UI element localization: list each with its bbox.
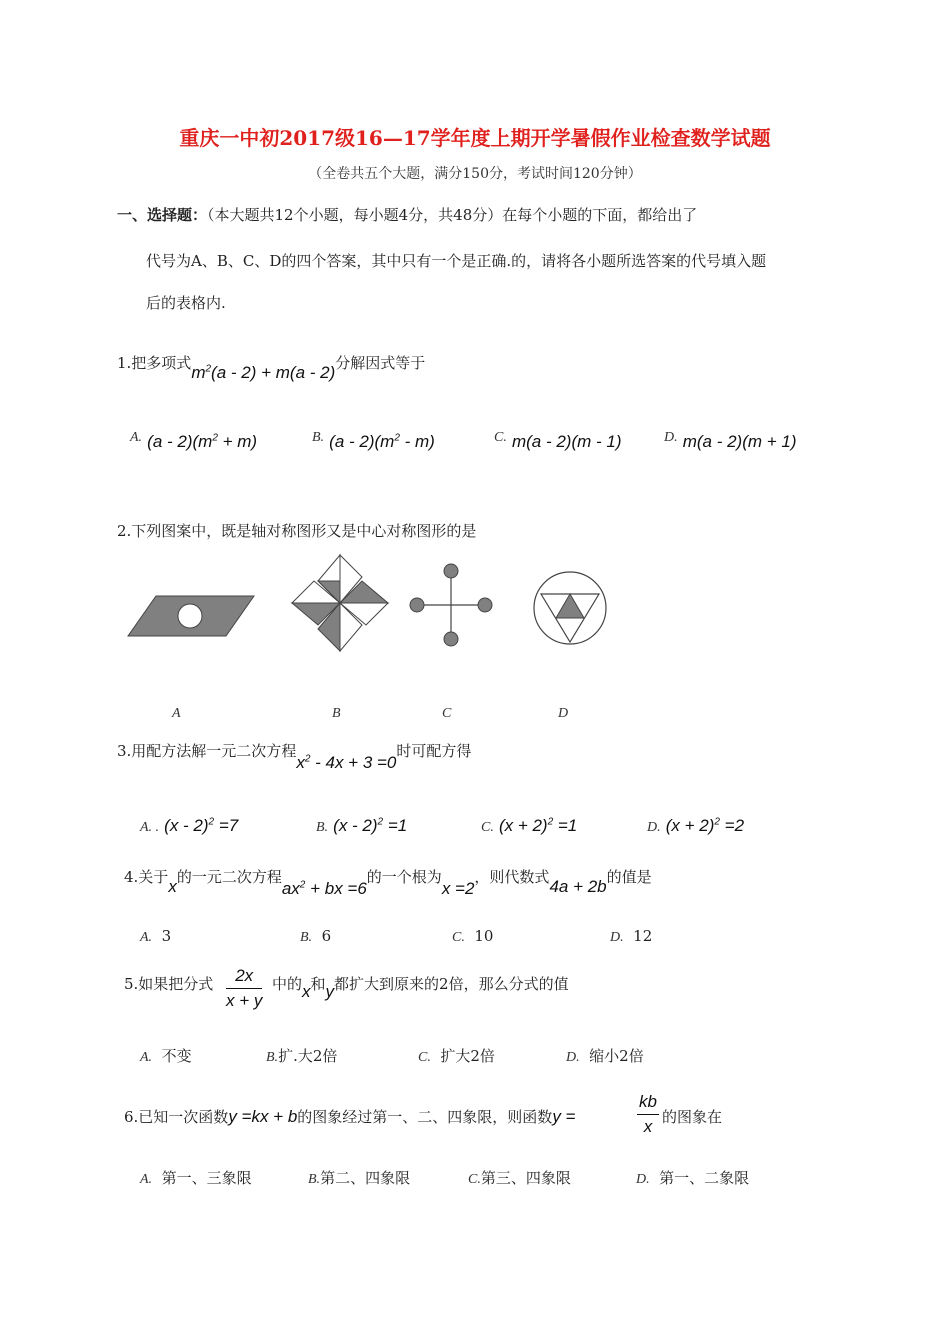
figure-label-a: A	[172, 706, 181, 721]
q5-stem-part2: 中的x和y都扩大到原来的2倍，那么分式的值	[272, 975, 569, 1001]
q6-option-a[interactable]: A. 第一、三象限	[140, 1169, 252, 1187]
q3-option-a[interactable]: A. . (x - 2)$^2$ =7	[140, 816, 239, 835]
q1-option-a[interactable]: A. $(a - 2)(m^2 + m)$	[130, 430, 258, 451]
section-intro-line3: 后的表格内.	[146, 294, 226, 312]
q4-option-d[interactable]: D. 12	[610, 927, 653, 945]
q6-option-c[interactable]: C.第三、四象限	[468, 1169, 571, 1187]
q3-equation: $x^2 - 4x + 3 =0$	[296, 753, 397, 772]
figure-b-pinwheel[interactable]	[290, 553, 390, 653]
q5-option-d[interactable]: D. 缩小2倍	[566, 1047, 644, 1065]
q3-option-b[interactable]: B. (x - 2)$^2$ =1	[316, 816, 408, 835]
q5-option-a[interactable]: A. 不变	[140, 1047, 192, 1065]
q3-stem: 3.用配方法解一元二次方程$x^2 - 4x + 3 =0$时可配方得	[117, 742, 472, 772]
q5-option-c[interactable]: C. 扩大2倍	[418, 1047, 495, 1065]
q6-stem-part2: 的图象在	[662, 1108, 723, 1126]
figure-label-c: C	[442, 706, 452, 721]
q4-stem: 4.关于x的一元二次方程$ax^2$ + bx =6的一个根为x =2，则代数式4a + 2b的值是	[124, 868, 652, 898]
page-subtitle: （全卷共五个大题，满分150分，考试时间120分钟）	[308, 166, 642, 182]
q5-stem-part1: 5.如果把分式	[124, 975, 214, 993]
q6-option-b[interactable]: B.第二、四象限	[308, 1169, 411, 1187]
section-intro-line1: 一、选择题：（本大题共12个小题，每小题4分，共48分）在每个小题的下面，都给出了	[117, 206, 698, 224]
figure-c-cross-dots[interactable]	[408, 562, 494, 648]
q1-stem: 1.把多项式$m^2(a - 2) + m(a - 2)$分解因式等于	[117, 354, 426, 382]
figure-label-d: D	[558, 706, 569, 721]
q1-option-d[interactable]: D. m(a - 2)(m + 1)	[664, 430, 797, 451]
page-title: 重庆一中初2017级16—17学年度上期开学暑假作业检查数学试题	[179, 126, 771, 150]
q1-option-b[interactable]: B. $(a - 2)(m^2 - m)$	[312, 430, 435, 451]
q4-option-b[interactable]: B. 6	[300, 927, 332, 945]
q6-stem-part1: 6.已知一次函数y =kx + b的图象经过第一、二、四象限，则函数y =	[124, 1107, 576, 1126]
q5-fraction: $\frac{2x}{x + y}$	[226, 966, 263, 1010]
q3-option-c[interactable]: C. $(x + 2)^2 =1$	[481, 816, 578, 835]
section-heading: 一、选择题：	[117, 206, 208, 224]
q4-equation: $ax^2$ + bx =6	[281, 879, 367, 898]
q5-option-b[interactable]: B.扩.大2倍	[266, 1047, 338, 1065]
q1-option-c[interactable]: C. m(a - 2)(m - 1)	[494, 430, 622, 451]
section-intro-line2: 代号为A、B、C、D的四个答案，其中只有一个是正确.的，请将各小题所选答案的代号填入题	[146, 252, 767, 270]
q3-option-d[interactable]: D. $(x + 2)^2 =2$	[647, 816, 745, 835]
q6-fraction: $\frac{kb}{x}$	[639, 1092, 657, 1136]
q1-expression: $m^2(a - 2) + m(a - 2)$	[191, 363, 336, 382]
figure-d-circle-triangle[interactable]	[532, 570, 608, 646]
q6-option-d[interactable]: D. 第一、二象限	[636, 1169, 750, 1187]
q4-option-c[interactable]: C. 10	[452, 927, 494, 945]
figure-a-parallelogram[interactable]	[126, 594, 258, 638]
q4-option-a[interactable]: A. 3	[140, 927, 172, 945]
q2-stem: 2.下列图案中，既是轴对称图形又是中心对称图形的是	[117, 522, 477, 540]
figure-label-b: B	[332, 706, 341, 721]
